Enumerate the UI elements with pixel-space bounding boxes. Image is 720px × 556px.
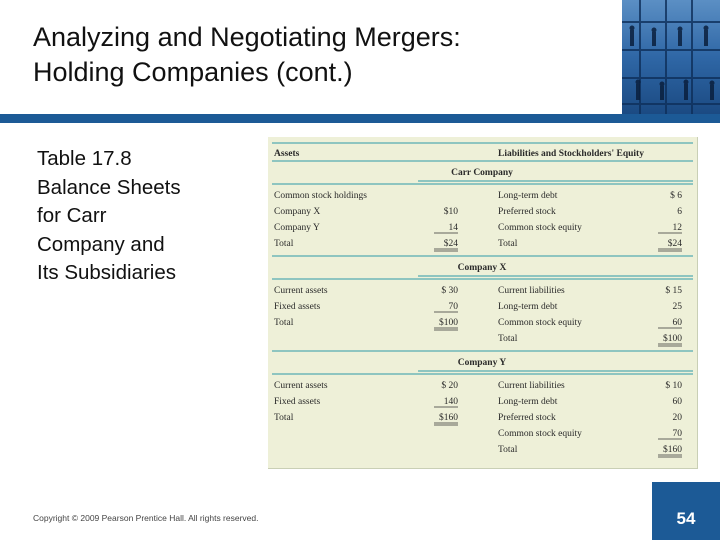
asset-value: 70: [448, 302, 458, 312]
liability-label: Current liabilities: [498, 381, 565, 391]
liability-label: Preferred stock: [498, 207, 556, 217]
liability-value: 6: [677, 207, 682, 217]
table-caption: [37, 145, 237, 288]
caption-line: Its Subsidiaries: [37, 261, 177, 284]
caption-line: Company and: [37, 232, 165, 256]
asset-label: Common stock holdings: [274, 191, 367, 201]
liability-label: Common stock equity: [498, 318, 582, 328]
liability-value: 60: [672, 318, 682, 328]
asset-value: 14: [448, 223, 458, 233]
liability-label: Long-term debt: [498, 191, 558, 201]
section-title: Carr Company: [451, 168, 513, 178]
liability-value: $160: [663, 445, 682, 455]
caption-line: for Carr: [37, 204, 107, 227]
liability-label: Current liabilities: [498, 286, 565, 296]
liability-value: $ 15: [665, 286, 682, 296]
asset-value: $160: [439, 413, 458, 423]
header-liabilities: Liabilities and Stockholders' Equity: [498, 149, 644, 159]
asset-value: $100: [439, 318, 458, 328]
asset-label: Fixed assets: [274, 397, 321, 407]
balance-sheet-table-graphic: [268, 137, 697, 468]
liability-label: Long-term debt: [498, 397, 558, 407]
liability-value: 12: [672, 223, 682, 233]
header-assets: Assets: [274, 149, 300, 159]
header-banner: [0, 114, 720, 123]
liability-value: 25: [672, 302, 682, 312]
liability-label: Common stock equity: [498, 429, 582, 439]
liability-value: $24: [667, 239, 682, 249]
asset-value: $ 30: [441, 286, 458, 296]
liability-value: 60: [672, 397, 682, 407]
asset-label: Total: [274, 318, 294, 328]
liability-label: Total: [498, 445, 518, 455]
liability-label: Preferred stock: [498, 413, 556, 423]
liability-value: $100: [663, 334, 682, 344]
building-photo-image: [622, 0, 720, 114]
section-title: Company X: [457, 263, 507, 273]
asset-value: $ 20: [441, 381, 458, 391]
liability-label: Long-term debt: [498, 302, 558, 312]
asset-label: Current assets: [274, 286, 328, 296]
copyright-notice: Copyright © 2009 Pearson Prentice Hall. All rights reserved.: [33, 513, 259, 523]
liability-label: Total: [498, 334, 518, 344]
asset-label: Company X: [274, 207, 321, 217]
asset-value: $24: [443, 239, 458, 249]
asset-label: Total: [274, 239, 294, 249]
asset-label: Total: [274, 413, 294, 423]
asset-label: Current assets: [274, 381, 328, 391]
section-title: Company Y: [457, 358, 507, 368]
liability-value: $ 6: [670, 191, 682, 201]
slide-title-line-2: Holding Companies (cont.): [33, 57, 353, 87]
balance-sheet-table: [268, 137, 698, 469]
liability-value: 20: [672, 413, 682, 423]
liability-label: Total: [498, 239, 518, 249]
asset-label: Fixed assets: [274, 302, 321, 312]
liability-value: 70: [672, 429, 682, 439]
slide-title: [33, 20, 593, 90]
caption-line: Table 17.8: [37, 147, 132, 170]
page-number-box: [652, 482, 720, 540]
caption-line: Balance Sheets: [37, 175, 181, 199]
page-number: 54: [676, 509, 696, 528]
building-photo: [622, 0, 720, 114]
asset-value: 140: [443, 397, 458, 407]
liability-value: $ 10: [665, 381, 682, 391]
slide-title-line-1: Analyzing and Negotiating Mergers:: [33, 22, 461, 52]
asset-value: $10: [443, 207, 458, 217]
asset-label: Company Y: [274, 223, 320, 233]
liability-label: Common stock equity: [498, 223, 582, 233]
